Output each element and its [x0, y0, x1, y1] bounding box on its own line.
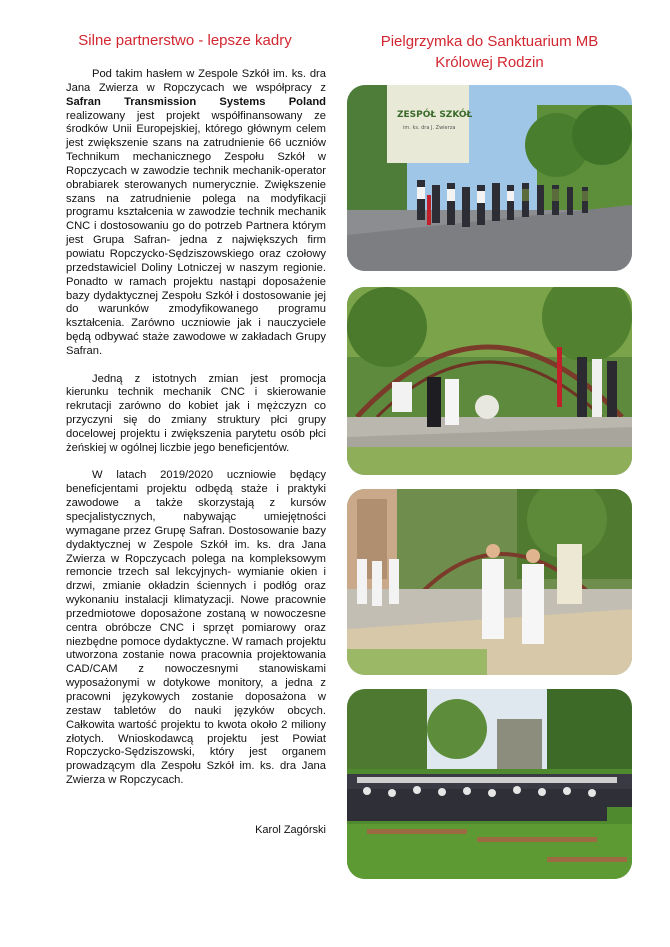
right-title-line-2: Królowej Rodzin [435, 54, 544, 71]
school-sign-subtext: im. ks. dra J. Zwierza [403, 125, 456, 131]
photo-audience [347, 689, 632, 879]
p1-intro: Pod takim hasłem w Zespole Szkół im. ks. dra Jana Zwierza w Ropczycach we współpracy z [66, 68, 326, 94]
right-article-title [347, 31, 632, 73]
school-sign-text: ZESPÓŁ SZKÓŁ [397, 110, 473, 120]
photo-procession [347, 85, 632, 271]
audience-image [347, 689, 632, 879]
paragraph-3: W latach 2019/2020 uczniowie będący beneficjentami projektu odbędą staże i praktyki zawodowe a także skorzystają z kursów specjalistycznych, nabywając umiejętności wymagane przez Grupę Safran. Dostosowanie bazy dydaktycznej w Zespole Szkół im. ks. dra Jana Zwierza w Ropczycach polega na kompleksowym remoncie trzech sal lekcyjnych- wymianie okien i drzwi, zmianie okładzin ściennych i podłóg oraz wykonaniu instalacji klimatyzacji. Nowe pracownie przedmiotowe doposażone zostaną w nowoczesne centra obróbcze CNC i sprzęt pomiarowy oraz niezbędne pomoce dydaktyczne. W ramach projektu utworzona zostanie nowa pracownia projektowania CAD/CAM z nowoczesnymi stanowiskami wyposażonymi w dotykowe monitory, a jedna z pracowni językowych zostanie doposażona w zestaw tabletów do nauki języków obcych. Całkowita wartość projektu to kwota około 2 miliony złotych. Wnioskodawcą projektu jest Powiat Ropczycko-Sędziszowski, który jest organem prowadzącym dla Zespołu Szkół im. ks. dra Jana Zwierza w Ropczycach. [66, 469, 326, 787]
paragraph-1 [66, 68, 326, 359]
company-name: Safran Transmission Systems Poland [66, 95, 326, 108]
author-signature: Karol Zagórski [255, 824, 326, 836]
article-body [66, 68, 326, 802]
procession-image [347, 85, 632, 271]
altar-image [347, 287, 632, 475]
photo-altar-servers [347, 489, 632, 675]
servers-image [347, 489, 632, 675]
right-title-line-1: Pielgrzymka do Sanktuarium MB [380, 33, 599, 50]
photo-altar-mass [347, 287, 632, 475]
paragraph-2: Jedną z istotnych zmian jest promocja kierunku technik mechanik CNC i skierowanie rekrutacji zarówno do kobiet jak i mężczyzn co przyczyni się do zmiany struktury płci grupy docelowej projektu i zwiększenia parytetu osób płci żeńskiej w ogólnej liczbie jego beneficjentów. [66, 372, 326, 454]
p1-rest: realizowany jest projekt współfinansowany ze środków Unii Europejskiej, którego głównym celem jest zwiększenie szans na zatrudnienie 66 uczniów Technikum mechanicznego Zespołu Szkół w Ropczycach w zawodzie technik mechanik-operator obrabiarek sterowanych numerycznie. Zwiększenie szans na zatrudnienie polega na modyfikacji programu kształcenia w zawodzie technik mechanik CNC i dostosowaniu go do potrzeb Partnera którym jest Grupa Safran- jedna z największych firm powiatu Ropczycko-Sędziszowskiego oraz czołowy przedstawiciel Doliny Lotniczej w naszym regionie. Ponadto w ramach projektu nastąpi doposażenie bazy dydaktycznej Zespołu Szkół i dostosowanie jej do warunków zmodyfikowanego programu kształcenia. Zarówno uczniowie jak i nauczyciele będą odbywać staże zawodowe w zakładach Grupy Safran. [66, 109, 326, 357]
left-article-title: Silne partnerstwo - lepsze kadry [78, 32, 292, 49]
